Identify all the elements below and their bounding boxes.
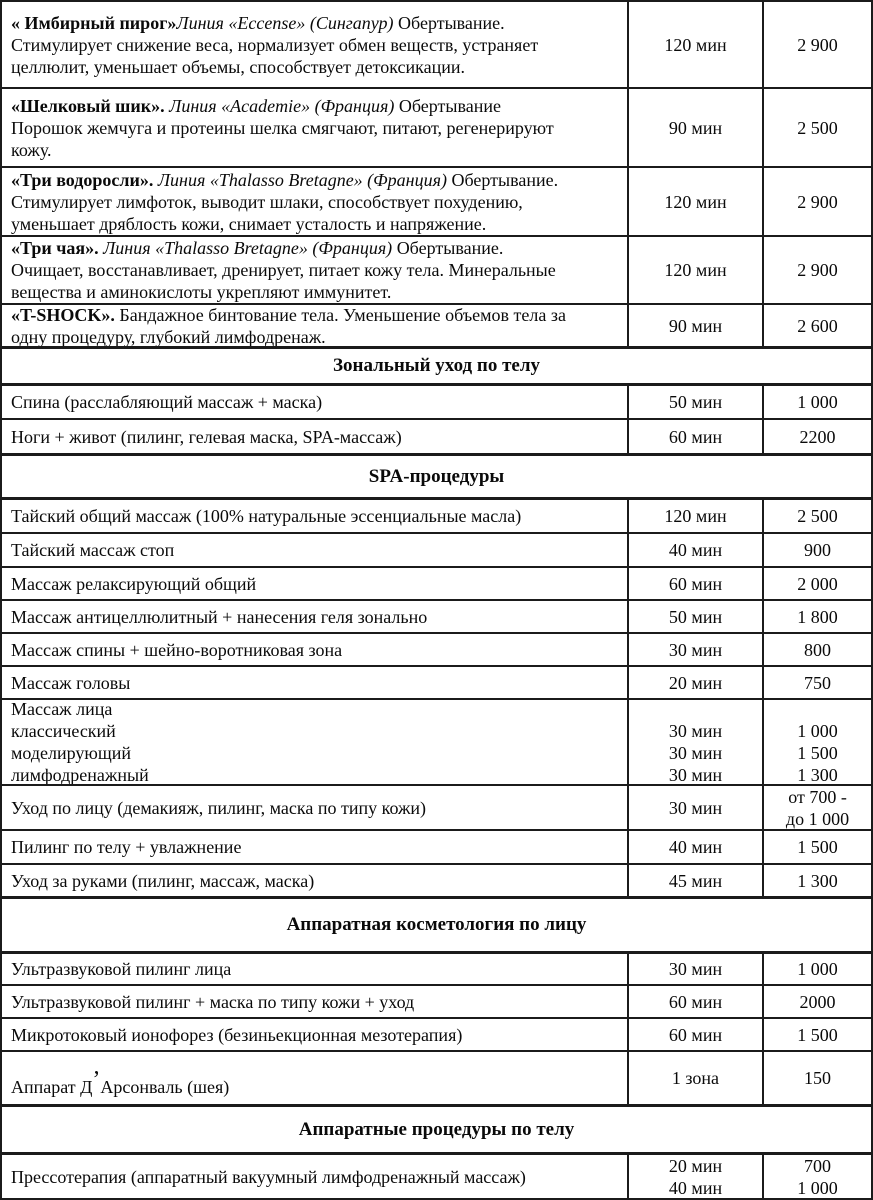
section-header-label: SPA-процедуры: [368, 465, 505, 487]
price-line: 1 000: [797, 721, 838, 741]
price-line: 1 000: [797, 1178, 838, 1198]
duration-cell: [627, 634, 762, 665]
duration-line: 30 мин: [668, 639, 723, 660]
table-row: [2, 599, 871, 632]
price-cell: [762, 168, 871, 235]
duration-cell: [627, 237, 762, 303]
duration-line: 40 мин: [668, 837, 723, 857]
price-line: 1 000: [797, 392, 838, 412]
price-cell: [762, 420, 871, 453]
section-header-row: [2, 1104, 871, 1152]
section-header-label: Аппаратная косметология по лицу: [286, 914, 587, 935]
service-text: Стимулирует снижение веса, нормализует обмен веществ, устраняет: [11, 34, 539, 55]
price-line: 1 000: [797, 959, 838, 979]
service-text: Микротоковый ионофорез (безиньекционная мезотерапия): [11, 1024, 463, 1045]
service-line: [11, 326, 326, 347]
price-line: 2000: [799, 991, 836, 1012]
price-cell: [762, 700, 871, 784]
table-row: [2, 863, 871, 896]
duration-cell: [627, 700, 762, 784]
service-cell: [2, 634, 627, 665]
price-cell: [762, 305, 871, 346]
duration-line: 90 мин: [668, 117, 723, 138]
price-cell: [762, 386, 871, 418]
service-line: [11, 12, 505, 34]
duration-line: 30 мин: [668, 721, 723, 741]
section-header-row: [2, 453, 871, 497]
service-text: Обертывание.: [393, 12, 505, 33]
duration-line: 60 мин: [668, 1024, 723, 1045]
service-line: [11, 237, 503, 259]
price-line: 700: [804, 1156, 831, 1176]
table-row: [2, 951, 871, 984]
service-cell: [2, 237, 627, 303]
service-text: Прессотерапия (аппаратный вакуумный лимфодренажный массаж): [11, 1167, 526, 1187]
service-line: [11, 606, 427, 628]
service-text: Массаж антицеллюлитный + нанесения геля зонально: [11, 606, 428, 627]
price-cell: [762, 786, 871, 829]
service-text: Массаж спины + шейно-воротниковая зона: [11, 639, 343, 660]
service-text: Массаж головы: [11, 672, 131, 693]
service-name-bold: «Три чая».: [11, 238, 104, 258]
duration-line: 30 мин: [668, 765, 723, 784]
price-line: 1 500: [797, 837, 838, 857]
table-row: [2, 303, 871, 346]
service-line: [11, 305, 566, 326]
price-line: 2 000: [797, 573, 838, 594]
duration-cell: [627, 1052, 762, 1104]
service-line: [11, 1024, 462, 1046]
duration-cell: [627, 89, 762, 166]
service-cell: [2, 831, 627, 863]
duration-line: 60 мин: [668, 991, 723, 1012]
price-line: 2 900: [797, 34, 838, 55]
price-line: 150: [804, 1068, 831, 1088]
price-cell: [762, 534, 871, 566]
service-text: Массаж лица: [11, 700, 113, 719]
duration-line: 45 мин: [668, 870, 723, 891]
service-line: [11, 573, 256, 595]
service-line: [11, 191, 523, 213]
price-cell: [762, 601, 871, 632]
price-cell: [762, 986, 871, 1017]
service-text: уменьшает дряблость кожи, снимает усталость и напряжение.: [11, 213, 487, 234]
section-header-label: Аппаратные процедуры по телу: [298, 1118, 575, 1140]
service-text: Уход по лицу (демакияж, пилинг, маска по типу кожи): [11, 797, 427, 818]
service-text: Спина (расслабляющий массаж + маска): [11, 392, 323, 412]
price-line: 900: [804, 540, 831, 560]
price-line: 2 500: [797, 117, 838, 138]
service-cell: [2, 500, 627, 532]
service-cell: [2, 986, 627, 1017]
price-cell: [762, 2, 871, 87]
price-line: от 700 -: [788, 786, 847, 807]
service-line: [11, 672, 130, 694]
service-line: [11, 836, 241, 858]
price-line: до 1 000: [785, 808, 850, 829]
service-cell: [2, 420, 627, 453]
duration-line: 120 мин: [664, 191, 727, 212]
service-line: [11, 958, 231, 980]
service-cell: [2, 305, 627, 346]
table-row: [2, 1050, 871, 1104]
service-text: целлюлит, уменьшает объемы, способствует детоксикации.: [11, 56, 466, 77]
duration-cell: [627, 534, 762, 566]
duration-cell: [627, 954, 762, 984]
service-text: моделирующий: [11, 743, 131, 763]
service-cell: [2, 89, 627, 166]
service-text: Ультразвуковой пилинг + маска по типу кожи + уход: [11, 991, 415, 1012]
price-cell: [762, 237, 871, 303]
duration-cell: [627, 667, 762, 698]
duration-cell: [627, 1019, 762, 1050]
price-line: 1 300: [797, 765, 838, 784]
price-line: 750: [804, 672, 831, 693]
price-line: 1 800: [797, 606, 838, 627]
service-line: [11, 34, 538, 56]
service-cell: [2, 1019, 627, 1050]
price-cell: [762, 1052, 871, 1104]
duration-cell: [627, 568, 762, 599]
service-cell: [2, 601, 627, 632]
price-line: 2200: [799, 426, 836, 447]
price-line: 800: [804, 639, 831, 660]
service-cell: [2, 168, 627, 235]
price-line: 1 300: [797, 870, 838, 891]
table-row: [2, 829, 871, 863]
duration-cell: [627, 305, 762, 346]
service-text: Обертывание.: [392, 238, 504, 258]
duration-cell: [627, 865, 762, 896]
duration-line: 30 мин: [668, 743, 723, 763]
service-cell: [2, 667, 627, 698]
duration-cell: [627, 168, 762, 235]
service-text: Ультразвуковой пилинг лица: [11, 959, 232, 979]
service-text: Уход за руками (пилинг, массаж, маска): [11, 870, 315, 891]
service-text: кожу.: [11, 139, 52, 160]
service-line: [11, 720, 116, 742]
table-row: [2, 784, 871, 829]
price-cell: [762, 1155, 871, 1199]
service-cell: [2, 386, 627, 418]
service-cell: [2, 2, 627, 87]
service-line: [11, 426, 402, 448]
service-line: [11, 139, 52, 161]
price-cell: [762, 568, 871, 599]
price-cell: [762, 667, 871, 698]
service-line: [11, 56, 465, 78]
duration-cell: [627, 831, 762, 863]
service-text: Массаж релаксирующий общий: [11, 573, 257, 594]
service-text: Тайский массаж стоп: [11, 540, 175, 560]
service-line: [11, 639, 342, 661]
duration-line: 60 мин: [668, 426, 723, 447]
duration-line: 1 зона: [671, 1068, 720, 1088]
table-row: [2, 166, 871, 235]
duration-line: 120 мин: [664, 506, 727, 526]
product-line-italic: Линия «Academie» (Франция): [169, 95, 395, 116]
service-line: [11, 991, 414, 1013]
duration-line: 40 мин: [668, 1178, 723, 1198]
product-line-italic: Линия «Thalasso Bretagne» (Франция): [103, 238, 393, 258]
price-line: 2 500: [797, 506, 838, 526]
table-row: [2, 1152, 871, 1199]
duration-line: 50 мин: [668, 392, 723, 412]
product-line-italic: Линия «Thalasso Bretagne» (Франция): [157, 169, 447, 190]
service-text: Тайский общий массаж (100% натуральные эссенциальные масла): [11, 506, 522, 526]
service-line: [11, 259, 556, 281]
product-line-italic: Линия «Eccense» (Сингапур): [176, 12, 394, 33]
duration-line: 90 мин: [668, 315, 723, 336]
price-line: 2 900: [797, 260, 838, 280]
service-text: Ноги + живот (пилинг, гелевая маска, SPA-массаж): [11, 426, 402, 447]
duration-cell: [627, 1155, 762, 1199]
duration-line: 120 мин: [664, 34, 727, 55]
service-line: [11, 1166, 526, 1188]
duration-line: 40 мин: [668, 540, 723, 560]
apostrophe: ’: [92, 1067, 101, 1093]
table-row: [2, 566, 871, 599]
duration-line: 30 мин: [668, 959, 723, 979]
table-row: [2, 418, 871, 453]
price-cell: [762, 634, 871, 665]
table-row: [2, 235, 871, 303]
service-line: [11, 117, 554, 139]
duration-line: 60 мин: [668, 573, 723, 594]
duration-cell: [627, 986, 762, 1017]
price-line: [815, 700, 820, 720]
duration-cell: [627, 500, 762, 532]
table-row: [2, 532, 871, 566]
table-row: [2, 383, 871, 418]
service-line: [11, 391, 322, 413]
service-line: [11, 539, 174, 561]
service-line: [11, 95, 501, 117]
service-text: Очищает, восстанавливает, дренирует, питает кожу тела. Минеральные: [11, 260, 556, 280]
duration-line: [693, 700, 698, 720]
service-cell: [2, 954, 627, 984]
price-cell: [762, 831, 871, 863]
table-row: [2, 632, 871, 665]
table-row: [2, 1017, 871, 1050]
price-line: 2 900: [797, 191, 838, 212]
service-text: Пилинг по телу + увлажнение: [11, 837, 242, 857]
table-row: [2, 698, 871, 784]
duration-line: 20 мин: [668, 672, 723, 693]
service-text: Порошок жемчуга и протеины шелка смягчают, питают, регенерируют: [11, 117, 554, 138]
service-line: [11, 169, 558, 191]
service-line: [11, 870, 314, 892]
service-cell: [2, 700, 627, 784]
price-cell: [762, 1019, 871, 1050]
service-line: [11, 281, 391, 303]
service-line: [11, 213, 486, 235]
service-line: [11, 742, 131, 764]
service-name-bold: « Имбирный пирог»: [11, 12, 177, 33]
service-text: одну процедуру, глубокий лимфодренаж.: [11, 326, 326, 346]
service-text: вещества и аминокислоты укрепляют иммунитет.: [11, 282, 392, 302]
price-line: 1 500: [797, 743, 838, 763]
service-text: Обертывание.: [446, 169, 559, 190]
service-cell: [2, 1052, 627, 1104]
service-line: [11, 797, 426, 819]
table-row: [2, 665, 871, 698]
service-line: [11, 505, 521, 527]
section-header-row: [2, 346, 871, 383]
price-cell: [762, 865, 871, 896]
service-line: [11, 1067, 230, 1098]
table-row: [2, 87, 871, 166]
service-cell: [2, 865, 627, 896]
service-text: Стимулирует лимфоток, выводит шлаки, способствует похудению,: [11, 191, 523, 212]
table-row: [2, 2, 871, 87]
price-line: 1 500: [797, 1024, 838, 1045]
duration-cell: [627, 786, 762, 829]
duration-line: 120 мин: [664, 260, 727, 280]
service-text: классический: [11, 721, 116, 741]
price-cell: [762, 89, 871, 166]
service-cell: [2, 786, 627, 829]
service-text: Бандажное бинтование тела. Уменьшение объемов тела за: [119, 305, 566, 325]
service-text: лимфодренажный: [11, 765, 149, 784]
service-cell: [2, 568, 627, 599]
price-cell: [762, 954, 871, 984]
table-row: [2, 984, 871, 1017]
service-text: Аппарат Д: [11, 1077, 93, 1097]
duration-cell: [627, 420, 762, 453]
price-line: 2 600: [797, 315, 838, 336]
table-row: [2, 497, 871, 532]
duration-line: 30 мин: [668, 797, 723, 818]
duration-cell: [627, 2, 762, 87]
price-cell: [762, 500, 871, 532]
service-cell: [2, 534, 627, 566]
duration-cell: [627, 601, 762, 632]
service-name-bold: «T-SHOCK».: [11, 305, 120, 325]
service-text: Арсонваль (шея): [100, 1077, 230, 1097]
section-header-label: Зональный уход по телу: [332, 355, 541, 376]
service-line: [11, 764, 149, 784]
service-name-bold: «Три водоросли».: [11, 169, 158, 190]
service-cell: [2, 1155, 627, 1199]
duration-line: 20 мин: [668, 1156, 723, 1176]
service-text: Обертывание: [394, 95, 501, 116]
duration-cell: [627, 386, 762, 418]
section-header-row: [2, 896, 871, 951]
duration-line: 50 мин: [668, 606, 723, 627]
service-line: [11, 700, 112, 720]
service-name-bold: «Шелковый шик».: [11, 95, 170, 116]
